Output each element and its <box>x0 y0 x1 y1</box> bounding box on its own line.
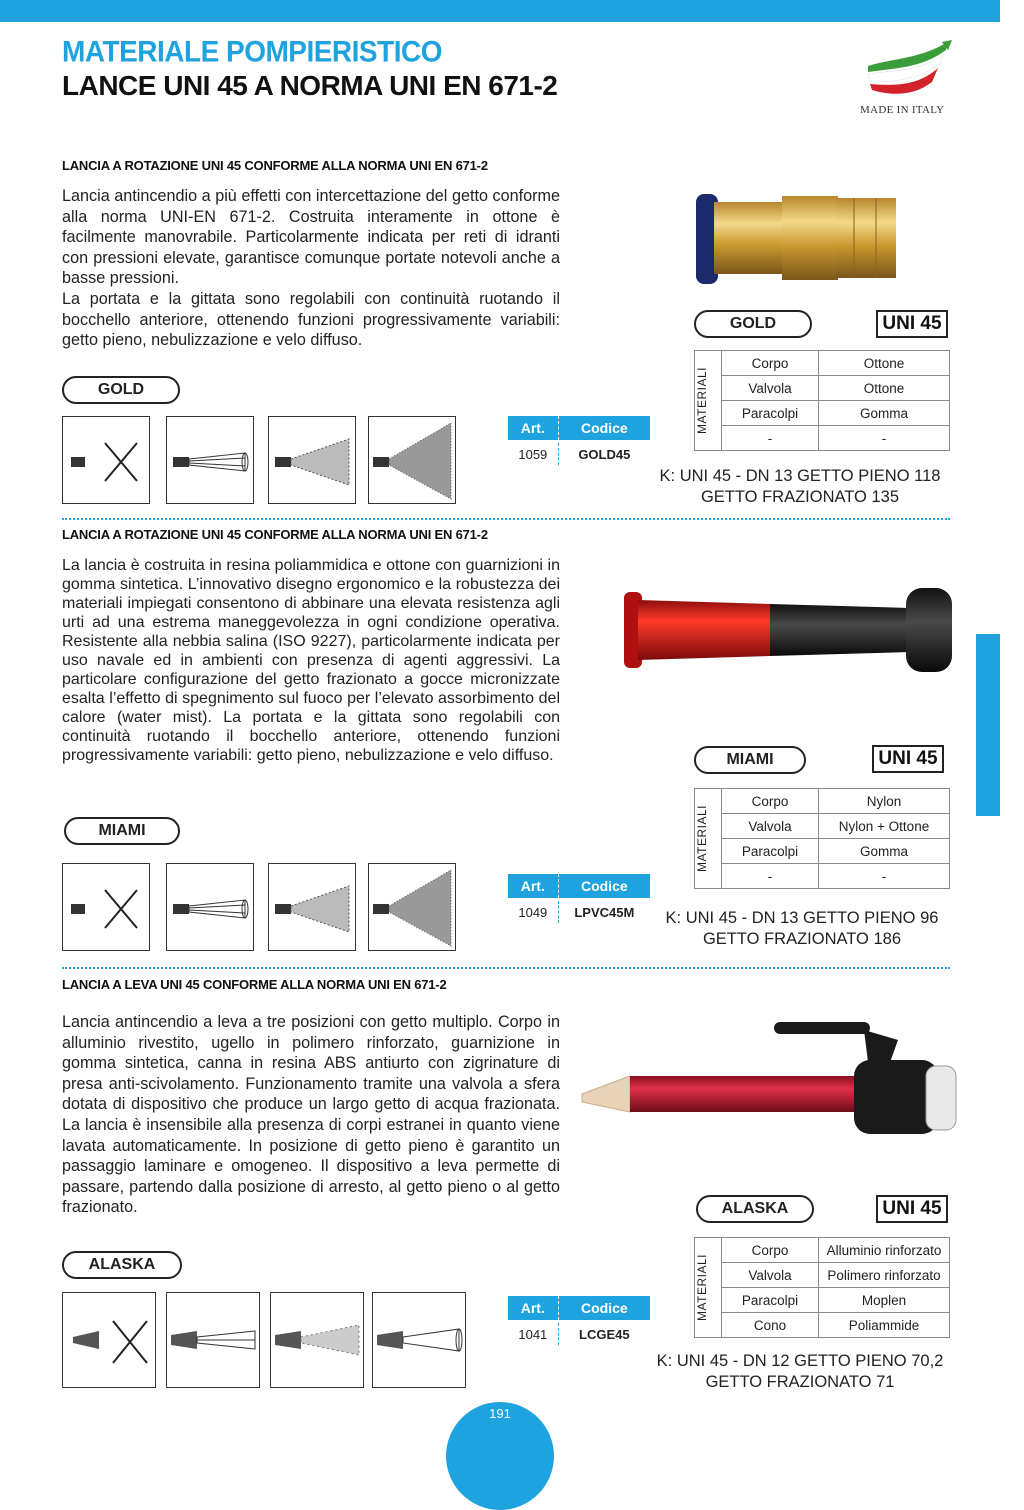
materials-label: MATERIALI <box>695 1254 709 1321</box>
side-tab-marker <box>976 634 1000 816</box>
alaska-art-header: Art. Codice <box>508 1296 650 1320</box>
alaska-name-pill-right: ALASKA <box>696 1195 814 1223</box>
miami-nozzle-image <box>620 582 956 678</box>
spray-mist-box <box>268 863 356 951</box>
section-heading-alaska: LANCIA A LEVA UNI 45 CONFORME ALLA NORMA UNI EN 671-2 <box>62 977 447 992</box>
spray-off-box <box>62 863 150 951</box>
spray-off-box <box>62 416 150 504</box>
closed-jet-icon <box>63 864 149 950</box>
gold-materials-table: MATERIALI Corpo Ottone Valvola Ottone Paracolpi Gomma - - <box>694 350 950 451</box>
miami-k-spec: K: UNI 45 - DN 13 GETTO PIENO 96 GETTO FRAZIONATO 186 <box>665 909 939 948</box>
spray-off-box <box>62 1292 156 1388</box>
miami-name-pill-right: MIAMI <box>694 746 806 774</box>
page-number: 191 <box>489 1406 511 1421</box>
full-jet-icon <box>167 1293 259 1387</box>
alaska-uni-badge: UNI 45 <box>876 1195 948 1223</box>
full-jet-icon <box>167 864 253 950</box>
closed-jet-icon <box>63 1293 155 1387</box>
alaska-art-row: 1041 LCGE45 <box>508 1323 650 1345</box>
spray-full-jet-box <box>166 863 254 951</box>
section-divider <box>62 518 950 520</box>
gold-uni-badge: UNI 45 <box>876 310 948 338</box>
gold-nozzle-image <box>694 190 914 290</box>
miami-materials-table: MATERIALI Corpo Nylon Valvola Nylon + Ottone Paracolpi Gomma - - <box>694 788 950 889</box>
wide-jet-icon <box>369 417 455 503</box>
section-divider <box>62 967 950 969</box>
alaska-description: Lancia antincendio a leva a tre posizioni con getto multiplo. Corpo in alluminio rivestito, ugello in polimero rinforzato, guarnizione in gomma sintetica, canna in resina ABS antiurto con zigrinature di presa anti-scivolamento. Funzionamento tramite una valvola a sfera dotata di dispositivo che produce un largo getto di acqua frazionata. La lancia è insensibile alla presenza di corpi estranei in quanto viene lavata automaticamente. In posizione di getto pieno è garantito un passaggio laminare e omogeneo. Il dispositivo a leva permette di passare, partendo dalla posizione di arresto, al getto pieno o al getto frazionato. <box>62 1013 560 1217</box>
gold-name-pill-right: GOLD <box>694 310 812 338</box>
materials-label: MATERIALI <box>695 367 709 434</box>
alaska-k-spec: K: UNI 45 - DN 12 GETTO PIENO 70,2 GETTO FRAZIONATO 71 <box>656 1352 944 1391</box>
miami-description: La lancia è costruita in resina poliammidica e ottone con guarnizioni in gomma sintetica. L’innovativo disegno ergonomico e la robustezza dei materiali impiegati consentono di abbinare una elevata resistenza agli urti ad una estrema maneggevolezza in ogni condizione operativa. Resistente alla nebbia salina (ISO 9227), particolarmente indicata per uso navale ed in ambienti con presenza di agenti aggressivi. La particolare configurazione del getto frazionato a gocce micronizzate esalta l’effetto di spegnimento sul fuoco per l’elevato assorbimento del calore (water mist). La portata e la gittata sono regolabili con continuità ruotando il bocchello anteriore, ottenendo funzioni progressivamente variabili: getto pieno, nebulizzazione e velo diffuso. <box>62 557 560 764</box>
spray-wide-box <box>368 416 456 504</box>
page-number-badge <box>446 1402 554 1510</box>
spray-full-jet-box <box>166 416 254 504</box>
page-subtitle: LANCE UNI 45 A NORMA UNI EN 671-2 <box>62 70 558 101</box>
mist-jet-icon <box>269 417 355 503</box>
materials-label: MATERIALI <box>695 805 709 872</box>
mist-jet-icon <box>269 864 355 950</box>
section-heading-miami: LANCIA A ROTAZIONE UNI 45 CONFORME ALLA NORMA UNI EN 671-2 <box>62 527 488 542</box>
gold-art-row: 1059 GOLD45 <box>508 443 650 465</box>
spray-wide-box <box>372 1292 466 1388</box>
italy-flag-swoosh-logo <box>862 38 954 100</box>
miami-uni-badge: UNI 45 <box>872 745 944 773</box>
spray-wide-box <box>368 863 456 951</box>
wide-jet-icon <box>373 1293 465 1387</box>
page-title: MATERIALE POMPIERISTICO <box>62 35 442 68</box>
wide-jet-icon <box>369 864 455 950</box>
miami-art-row: 1049 LPVC45M <box>508 901 650 923</box>
gold-art-header: Art. Codice <box>508 416 650 440</box>
full-jet-icon <box>167 417 253 503</box>
made-in-italy-label: MADE IN ITALY <box>860 104 945 116</box>
miami-name-pill: MIAMI <box>64 817 180 845</box>
spray-mist-box <box>270 1292 364 1388</box>
section-heading-gold: LANCIA A ROTAZIONE UNI 45 CONFORME ALLA NORMA UNI EN 671-2 <box>62 158 488 173</box>
closed-jet-icon <box>63 417 149 503</box>
alaska-materials-table: MATERIALI Corpo Alluminio rinforzato Valvola Polimero rinforzato Paracolpi Moplen Cono Poliammide <box>694 1237 950 1338</box>
spray-full-jet-box <box>166 1292 260 1388</box>
top-accent-bar <box>0 0 1000 22</box>
gold-description: Lancia antincendio a più effetti con intercettazione del getto conforme alla norma UNI-EN 671-2. Costruita interamente in ottone è facilmente manovrabile. Particolarmente indicata per reti di idranti con pressioni elevate, garantisce comunque portate notevoli anche a basse pressioni. La portata e la gittata sono regolabili con continuità ruotando il bocchello anteriore, ottenendo funzioni progressivamente variabili: getto pieno, nebulizzazione e velo diffuso. <box>62 187 560 350</box>
gold-k-spec: K: UNI 45 - DN 13 GETTO PIENO 118 GETTO FRAZIONATO 135 <box>659 467 941 506</box>
spray-mist-box <box>268 416 356 504</box>
alaska-nozzle-image <box>578 1010 958 1144</box>
gold-name-pill: GOLD <box>62 376 180 404</box>
mist-jet-icon <box>271 1293 363 1387</box>
miami-art-header: Art. Codice <box>508 874 650 898</box>
alaska-name-pill: ALASKA <box>62 1251 182 1279</box>
